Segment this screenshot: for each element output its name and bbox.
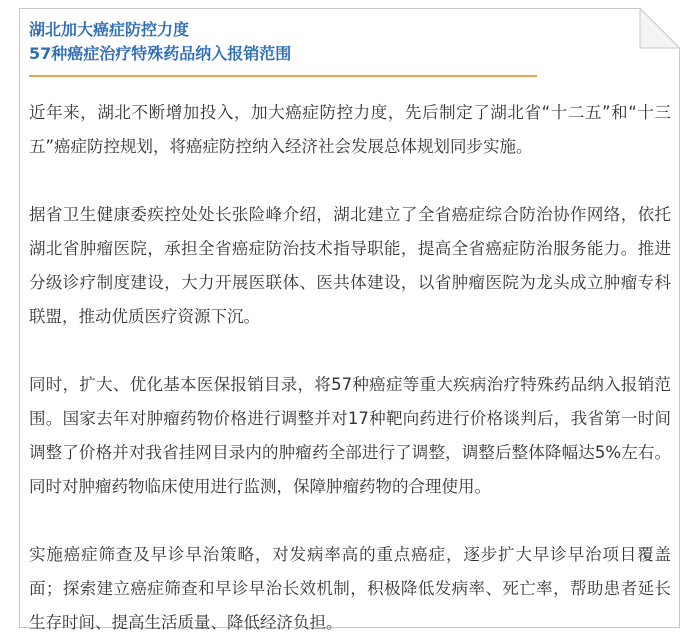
article-title	[29, 18, 569, 66]
paragraph: 近年来，湖北不断增加投入，加大癌症防控力度，先后制定了湖北省“十二五”和“十三五”癌症防控规划，将癌症防控纳入经济社会发展总体规划同步实施。	[29, 103, 671, 156]
article-card	[19, 8, 680, 632]
title-divider	[29, 75, 537, 77]
folded-corner-icon	[640, 9, 680, 49]
paragraph: 同时，扩大、优化基本医保报销目录，将57种癌症等重大疾病治疗特殊药品纳入报销范围。国家去年对肿瘤药物价格进行调整并对17种靶向药进行价格谈判后，我省第一时间调整了价格并对我省挂网目录内的肿瘤药全部进行了调整，调整后整体降幅达5%左右。同时对肿瘤药物临床使用进行监测，保障肿瘤药物的合理使用。	[29, 375, 671, 496]
paragraph: 实施癌症筛查及早诊早治策略，对发病率高的重点癌症，逐步扩大早诊早治项目覆盖面；探索建立癌症筛查和早诊早治长效机制，积极降低发病率、死亡率，帮助患者延长生存时间、提高生活质量、降低经济负担。	[29, 545, 671, 632]
title-line-2: 57种癌症治疗特殊药品纳入报销范围	[29, 44, 292, 63]
paragraph: 据省卫生健康委疾控处处长张险峰介绍，湖北建立了全省癌症综合防治协作网络，依托湖北省肿瘤医院，承担全省癌症防治技术指导职能，提高全省癌症防治服务能力。推进分级诊疗制度建设，大力开展医联体、医共体建设，以省肿瘤医院为龙头成立肿瘤专科联盟，推动优质医疗资源下沉。	[29, 205, 671, 326]
article-body	[29, 96, 671, 640]
title-line-1: 湖北加大癌症防控力度	[29, 20, 190, 39]
